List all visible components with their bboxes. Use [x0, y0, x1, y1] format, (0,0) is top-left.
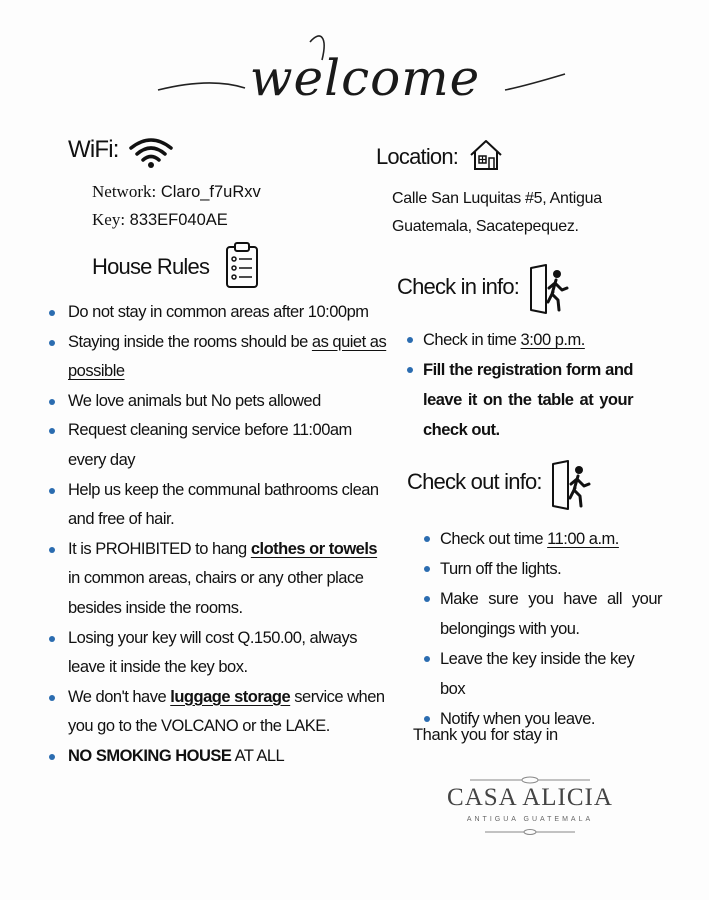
house-rules-list: [48, 298, 388, 772]
key-label: Key:: [92, 210, 126, 229]
check-out-item: Turn off the lights.: [424, 554, 662, 584]
house-icon: [468, 138, 504, 172]
network-label: Network:: [92, 182, 157, 201]
rule-item: Staying inside the rooms should be as quiet as possible: [48, 328, 388, 387]
door-walking-icon: [550, 460, 594, 510]
rule-item: Request cleaning service before 11:00am every day: [48, 416, 388, 475]
check-in-item: Check in time 3:00 p.m.: [407, 325, 633, 355]
check-in-list: [407, 325, 633, 445]
check-out-list: [424, 524, 662, 734]
location-heading: Location:: [376, 144, 459, 169]
logo-name: CASA ALICIA: [447, 784, 613, 811]
rule-item: Help us keep the communal bathrooms clean and free of hair.: [48, 476, 388, 535]
wifi-details: [92, 178, 261, 234]
rule-item: Losing your key will cost Q.150.00, always leave it inside the key box.: [48, 624, 388, 683]
welcome-heading: [150, 30, 570, 120]
check-out-item: Leave the key inside the key box: [424, 644, 662, 704]
wifi-heading: WiFi:: [68, 136, 119, 163]
key-value: 833EF040AE: [129, 211, 228, 229]
thank-you-text: Thank you for stay in: [413, 726, 558, 744]
casa-alicia-logo: [440, 772, 620, 838]
check-in-heading: Check in info:: [397, 274, 520, 299]
logo-subtitle: ANTIGUA GUATEMALA: [466, 816, 594, 823]
check-out-heading: Check out info:: [407, 469, 542, 494]
location-address: Calle San Luquitas #5, Antigua Guatemala, Sacatepequez.: [392, 190, 602, 235]
door-walking-icon: [528, 264, 572, 314]
wifi-key-line: [92, 206, 261, 234]
check-out-item: Make sure you have all your belongings with you.: [424, 584, 662, 644]
clipboard-icon: [224, 241, 260, 289]
check-out-item: Check out time 11:00 a.m.: [424, 524, 662, 554]
welcome-title: welcome: [249, 49, 481, 107]
wifi-icon: [128, 136, 174, 170]
rule-item: NO SMOKING HOUSE AT ALL: [48, 742, 388, 772]
rule-item: Do not stay in common areas after 10:00pm: [48, 298, 388, 328]
check-out-item: Notify when you leave.: [424, 704, 662, 734]
house-rules-heading: House Rules: [92, 254, 210, 279]
rule-item: We love animals but No pets allowed: [48, 387, 388, 417]
rule-item: We don't have luggage storage service when you go to the VOLCANO or the LAKE.: [48, 683, 388, 742]
check-in-item: Fill the registration form and leave it on the table at your check out.: [407, 355, 633, 445]
network-value: Claro_f7uRxv: [160, 183, 261, 201]
rule-item: It is PROHIBITED to hang clothes or towels in common areas, chairs or any other place besides inside the rooms.: [48, 535, 388, 624]
wifi-network-line: [92, 178, 261, 206]
